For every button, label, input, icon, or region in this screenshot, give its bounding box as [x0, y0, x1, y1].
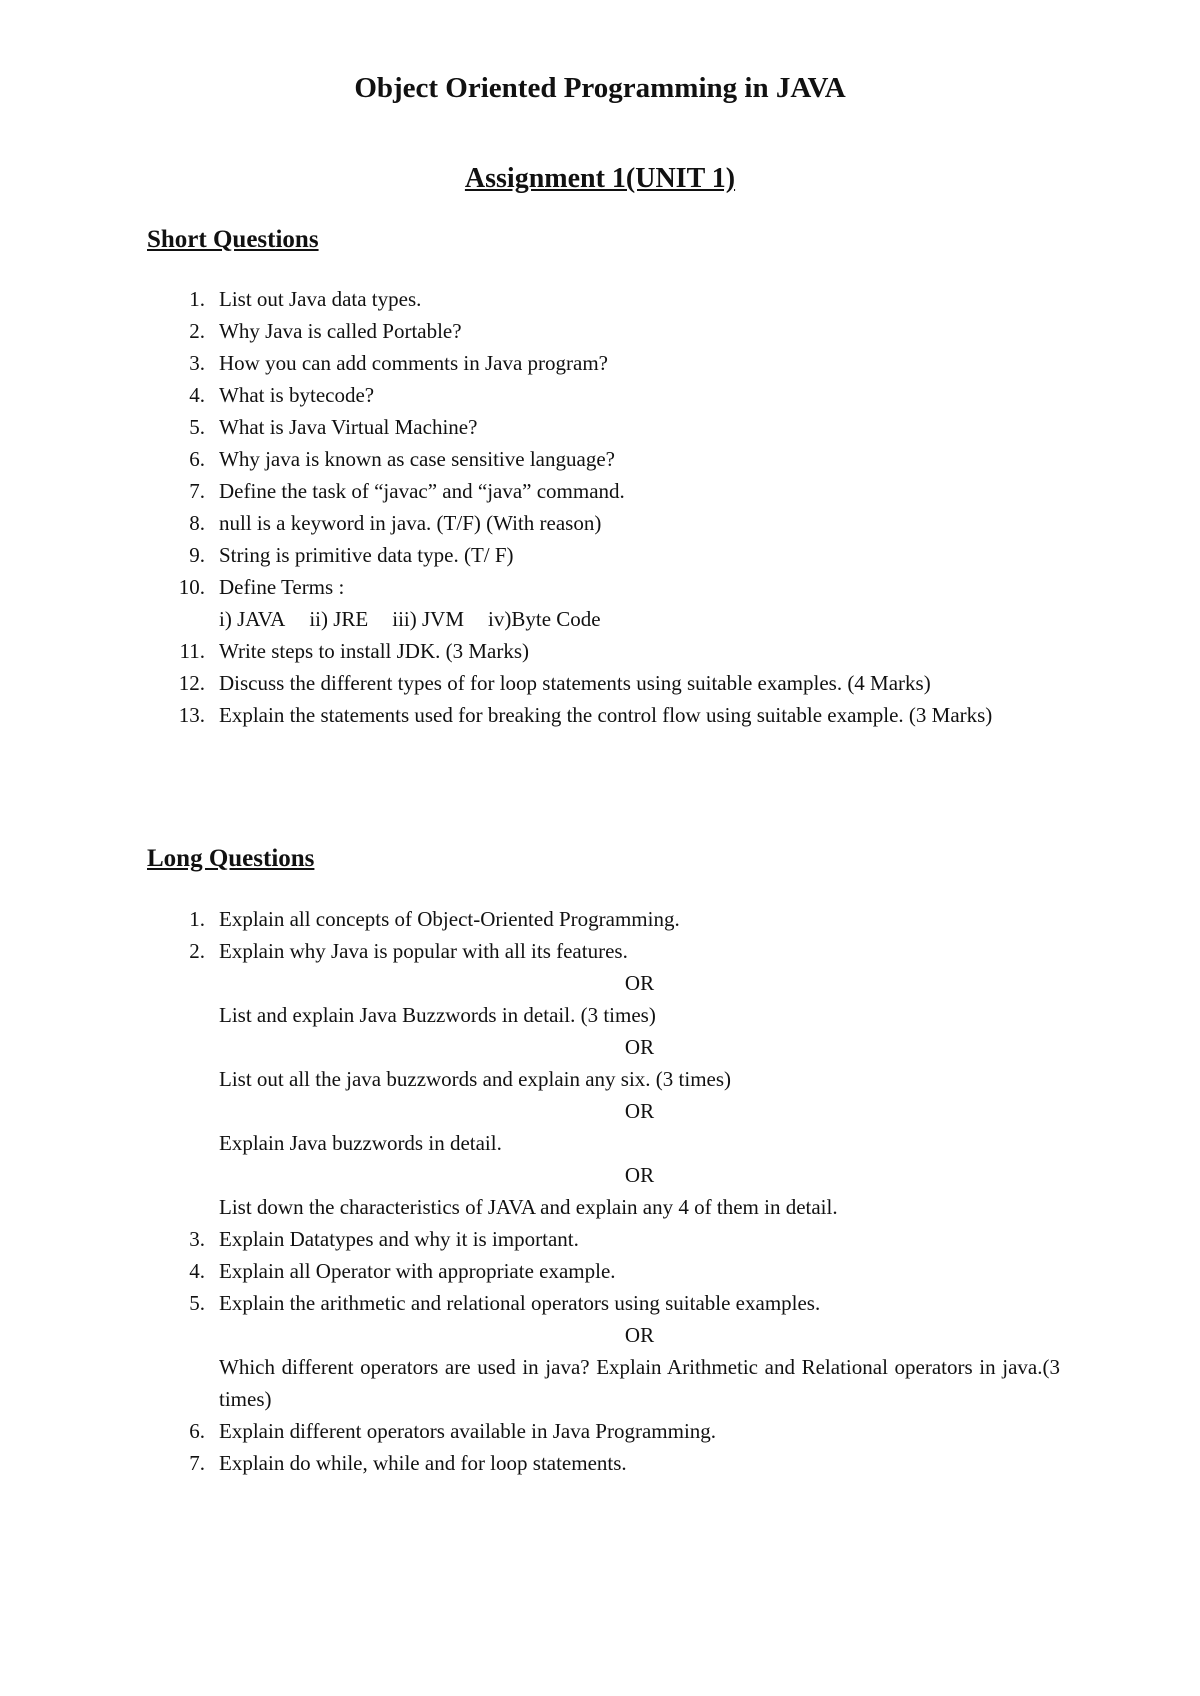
question-number: 2.	[189, 939, 205, 963]
list-item	[147, 411, 1060, 443]
question-number: 1.	[189, 907, 205, 931]
list-item	[147, 1415, 1060, 1447]
list-item	[147, 507, 1060, 539]
question-text: String is primitive data type. (T/ F)	[219, 543, 514, 567]
question-number: 5.	[189, 415, 205, 439]
question-number: 11.	[179, 639, 205, 663]
define-terms-row	[219, 603, 1060, 635]
list-item	[147, 283, 1060, 315]
question-number: 6.	[189, 1419, 205, 1443]
question-text: Explain why Java is popular with all its features.	[219, 939, 628, 963]
list-item	[147, 1287, 1060, 1415]
question-text: Define the task of “javac” and “java” command.	[219, 479, 625, 503]
question-text: Write steps to install JDK. (3 Marks)	[219, 639, 530, 663]
question-alternative: Which different operators are used in java? Explain Arithmetic and Relational operators in java.(3 times)	[219, 1355, 1060, 1411]
assignment-subtitle: Assignment 1(UNIT 1)	[464, 163, 736, 194]
question-text: What is Java Virtual Machine?	[219, 415, 478, 439]
question-number: 13.	[178, 703, 205, 727]
or-separator: OR	[624, 1035, 655, 1059]
document-title: Object Oriented Programming in JAVA	[354, 72, 846, 104]
list-item	[147, 315, 1060, 347]
list-item	[147, 475, 1060, 507]
question-text: null is a keyword in java. (T/F) (With reason)	[219, 511, 602, 535]
question-text: Explain different operators available in Java Programming.	[219, 1419, 717, 1443]
list-item	[147, 903, 1060, 935]
question-alternative: List down the characteristics of JAVA and explain any 4 of them in detail.	[219, 1195, 838, 1219]
short-questions-heading: Short Questions	[147, 226, 319, 253]
term-jre: ii) JRE	[309, 607, 369, 631]
question-text: Explain Datatypes and why it is important.	[219, 1227, 579, 1251]
question-number: 8.	[189, 511, 205, 535]
question-text: Explain do while, while and for loop statements.	[219, 1451, 627, 1475]
question-number: 4.	[189, 1259, 205, 1283]
question-number: 1.	[189, 287, 205, 311]
list-item	[147, 1447, 1060, 1479]
question-number: 9.	[189, 543, 205, 567]
question-text: Define Terms :	[219, 575, 345, 599]
term-jvm: iii) JVM	[392, 607, 465, 631]
question-number: 7.	[189, 479, 205, 503]
question-number: 2.	[189, 319, 205, 343]
question-alternative: Explain Java buzzwords in detail.	[219, 1131, 502, 1155]
list-item	[147, 699, 1060, 731]
question-text: List out Java data types.	[219, 287, 422, 311]
question-text: Why java is known as case sensitive language?	[219, 447, 615, 471]
list-item	[147, 347, 1060, 379]
short-questions-list	[147, 283, 1060, 731]
question-text: Explain all Operator with appropriate example.	[219, 1259, 616, 1283]
question-text: How you can add comments in Java program?	[219, 351, 608, 375]
list-item	[147, 539, 1060, 571]
list-item	[147, 379, 1060, 411]
question-number: 10.	[178, 575, 205, 599]
question-number: 5.	[189, 1291, 205, 1315]
question-number: 3.	[189, 1227, 205, 1251]
term-byte-code: iv)Byte Code	[488, 607, 601, 631]
question-number: 7.	[189, 1451, 205, 1475]
question-number: 4.	[189, 383, 205, 407]
list-item	[147, 571, 1060, 635]
question-number: 12.	[178, 671, 205, 695]
or-separator: OR	[624, 1323, 655, 1347]
question-text: Explain the statements used for breaking the control flow using suitable example. (3 Marks)	[219, 703, 993, 727]
term-java: i) JAVA	[219, 607, 286, 631]
list-item	[147, 443, 1060, 475]
question-text: What is bytecode?	[219, 383, 375, 407]
question-alternative: List out all the java buzzwords and explain any six. (3 times)	[219, 1067, 732, 1091]
question-number: 3.	[189, 351, 205, 375]
question-number: 6.	[189, 447, 205, 471]
question-text: Explain all concepts of Object-Oriented Programming.	[219, 907, 680, 931]
question-alternative: List and explain Java Buzzwords in detail. (3 times)	[219, 1003, 656, 1027]
list-item	[147, 667, 1060, 699]
question-text: Discuss the different types of for loop statements using suitable examples. (4 Marks)	[219, 671, 931, 695]
or-separator: OR	[624, 1099, 655, 1123]
list-item	[147, 1255, 1060, 1287]
or-separator: OR	[624, 971, 655, 995]
question-text: Why Java is called Portable?	[219, 319, 462, 343]
long-questions-heading: Long Questions	[147, 845, 315, 872]
question-text: Explain the arithmetic and relational operators using suitable examples.	[219, 1291, 821, 1315]
or-separator: OR	[624, 1163, 655, 1187]
list-item	[147, 935, 1060, 1223]
long-questions-list	[147, 903, 1060, 1479]
list-item	[147, 1223, 1060, 1255]
list-item	[147, 635, 1060, 667]
